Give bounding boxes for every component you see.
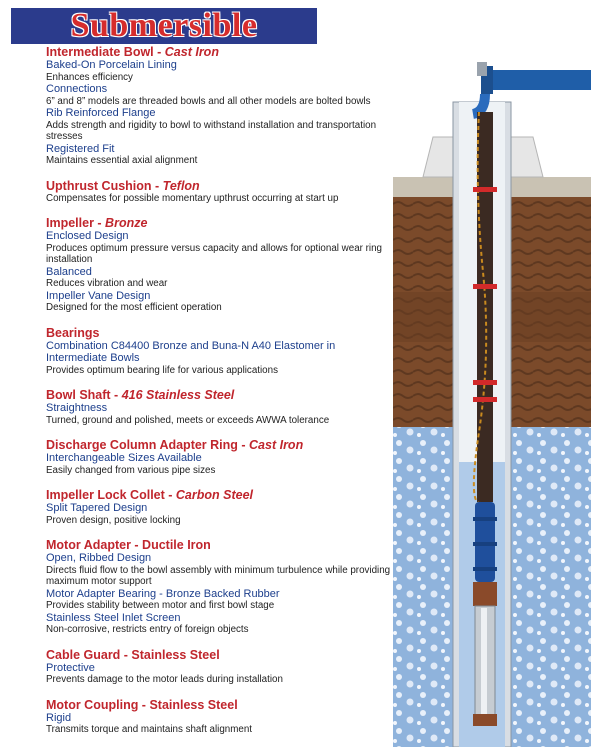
feature-description: Easily changed from various pipe sizes	[46, 464, 216, 476]
feature-name: Rib Reinforced Flange	[46, 107, 156, 119]
feature-description: Directs fluid flow to the bowl assembly with minimum turbulence while providing maximum motor support	[46, 564, 391, 587]
section-title	[46, 488, 391, 502]
section-title	[46, 438, 391, 452]
feature-description: Maintains essential axial alignment	[46, 155, 198, 166]
pump-illustration	[393, 42, 591, 747]
feature-description: 6” and 8” models are threaded bowls and all other models are bolted bowls	[46, 95, 371, 107]
discharge-pipe	[489, 70, 591, 90]
feature-section	[46, 538, 391, 636]
feature-description: Provides stability between motor and first bowl stage	[46, 600, 275, 611]
feature-name: Straightness	[46, 402, 108, 414]
feature-section	[46, 648, 391, 686]
feature-name: Motor Adapter Bearing - Bronze Backed Rubber	[46, 587, 280, 600]
section-material: Teflon	[162, 178, 200, 193]
feature-description: Provides optimum bearing life for various applications	[46, 364, 278, 376]
feature-name: Combination C84400 Bronze and Buna-N A40 Elastomer in Intermediate Bowls	[46, 339, 336, 364]
section-title-text: Bowl Shaft -	[46, 388, 122, 402]
feature-name: Rigid	[46, 711, 72, 724]
section-title	[46, 388, 391, 402]
section-title	[46, 326, 391, 340]
section-title-text: Intermediate Bowl -	[46, 45, 165, 59]
feature-description: Proven design, positive locking	[46, 514, 181, 526]
feature-name: Open, Ribbed Design	[46, 552, 152, 564]
motor-adapter	[473, 582, 497, 606]
feature-name: Protective	[46, 661, 95, 674]
section-title-text: Cable Guard - Stainless Steel	[46, 647, 220, 662]
section-title	[46, 698, 391, 712]
feature-section	[46, 179, 391, 205]
feature-description: Compensates for possible momentary upthrust occurring at start up	[46, 192, 339, 204]
section-material: 416 Stainless Steel	[121, 388, 235, 402]
feature-name: Interchangeable Sizes Available	[46, 452, 202, 464]
feature-name: Baked-On Porcelain Lining	[46, 59, 177, 71]
feature-section	[46, 488, 391, 526]
section-title	[46, 179, 391, 193]
feature-description: Non-corrosive, restricts entry of foreign objects	[46, 624, 249, 635]
section-material: Carbon Steel	[175, 488, 253, 502]
section-title	[46, 648, 391, 662]
section-material: Cast Iron	[249, 438, 304, 452]
feature-name: Registered Fit	[46, 142, 115, 155]
feature-name: Balanced	[46, 265, 92, 278]
feature-description: Enhances efficiency	[46, 71, 133, 83]
section-title-text: Motor Coupling - Stainless Steel	[46, 697, 238, 712]
section-material: Cast Iron	[164, 45, 219, 59]
feature-description: Turned, ground and polished, meets or exceeds AWWA tolerance	[46, 414, 330, 426]
section-title	[46, 538, 391, 552]
feature-description: Designed for the most efficient operation	[46, 302, 222, 313]
feature-description: Produces optimum pressure versus capacity and allows for optional wear ring installation	[46, 242, 382, 265]
feature-section	[46, 388, 391, 426]
section-material: Bronze	[105, 216, 148, 230]
section-title-text: Impeller -	[46, 216, 106, 230]
feature-description: Reduces vibration and wear	[46, 278, 168, 289]
section-title-text: Impeller Lock Collet -	[46, 488, 176, 502]
feature-description: Prevents damage to the motor leads during installation	[46, 674, 283, 685]
section-title-text: Upthrust Cushion -	[46, 178, 163, 193]
column-pipe	[477, 112, 493, 502]
section-title	[46, 216, 391, 230]
feature-name: Split Tapered Design	[46, 502, 148, 514]
feature-section	[46, 438, 391, 476]
section-title-text: Discharge Column Adapter Ring -	[46, 438, 250, 452]
feature-name: Stainless Steel Inlet Screen	[46, 611, 181, 624]
title-banner	[11, 8, 317, 44]
feature-name: Enclosed Design	[46, 230, 129, 242]
section-title-text: Bearings	[46, 325, 100, 340]
feature-section	[46, 216, 391, 314]
page-title: Submersible	[70, 7, 258, 44]
section-title-text: Motor Adapter - Ductile Iron	[46, 538, 211, 552]
feature-name: Connections	[46, 83, 108, 95]
feature-description: Adds strength and rigidity to bowl to withstand installation and transportation stresses	[46, 119, 377, 142]
feature-list	[46, 45, 391, 748]
feature-section	[46, 45, 391, 167]
feature-section	[46, 698, 391, 736]
feature-description: Transmits torque and maintains shaft alignment	[46, 724, 253, 735]
section-title	[46, 45, 391, 59]
feature-name: Impeller Vane Design	[46, 289, 151, 302]
feature-section	[46, 326, 391, 377]
